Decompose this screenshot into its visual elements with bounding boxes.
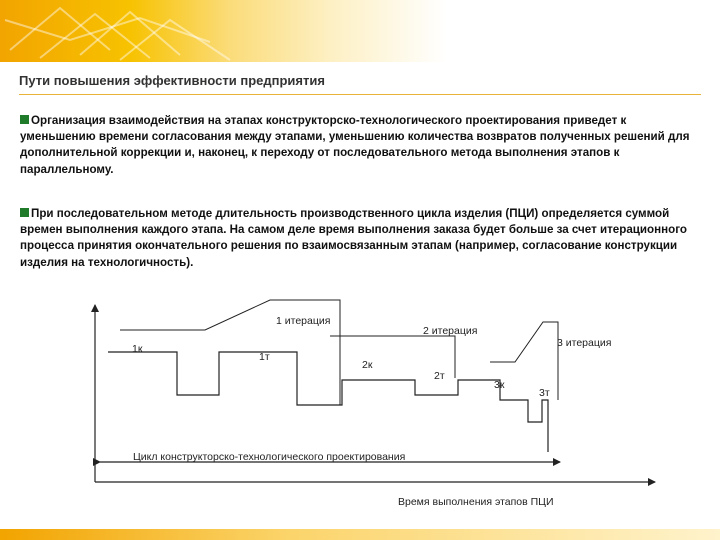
page-title: Пути повышения эффективности предприятия	[19, 73, 325, 88]
paragraph-2-text: При последовательном методе длительность производственного цикла изделия (ПЦИ) определяется суммой времен выполнения каждого этапа. На самом деле время выполнения заказа будет больше за счет итерационного процесса принятия окончательного решения по взаимосвязанным этапам (например, согласование конструкции изделия на технологичность).	[20, 207, 687, 269]
iteration-2-label: 2 итерация	[423, 325, 478, 337]
stage-label-2t: 2т	[434, 370, 445, 382]
stage-label-3k: 3к	[494, 379, 505, 391]
stage-label-1k: 1к	[132, 343, 143, 355]
time-axis-label: Время выполнения этапов ПЦИ	[398, 496, 554, 508]
stage-label-3t: 3т	[539, 387, 550, 399]
stage-waveform	[108, 352, 548, 452]
stage-label-2k: 2к	[362, 359, 373, 371]
paragraph-1-text: Организация взаимодействия на этапах конструкторско-технологического проектирования приведет к уменьшению времени согласования между этапами, уменьшению количества возвратов полученных решений для дополнительной коррекции и, наконец, к переходу от последовательного метода выполнения этапов к параллельному.	[20, 114, 690, 176]
footer-bar	[0, 529, 720, 540]
iteration-1-label: 1 итерация	[276, 315, 331, 327]
cycle-label: Цикл конструкторско-технологического проектирования	[133, 451, 406, 463]
stage-label-1t: 1т	[259, 351, 270, 363]
iteration-3-label: 3 итерация	[557, 337, 612, 349]
